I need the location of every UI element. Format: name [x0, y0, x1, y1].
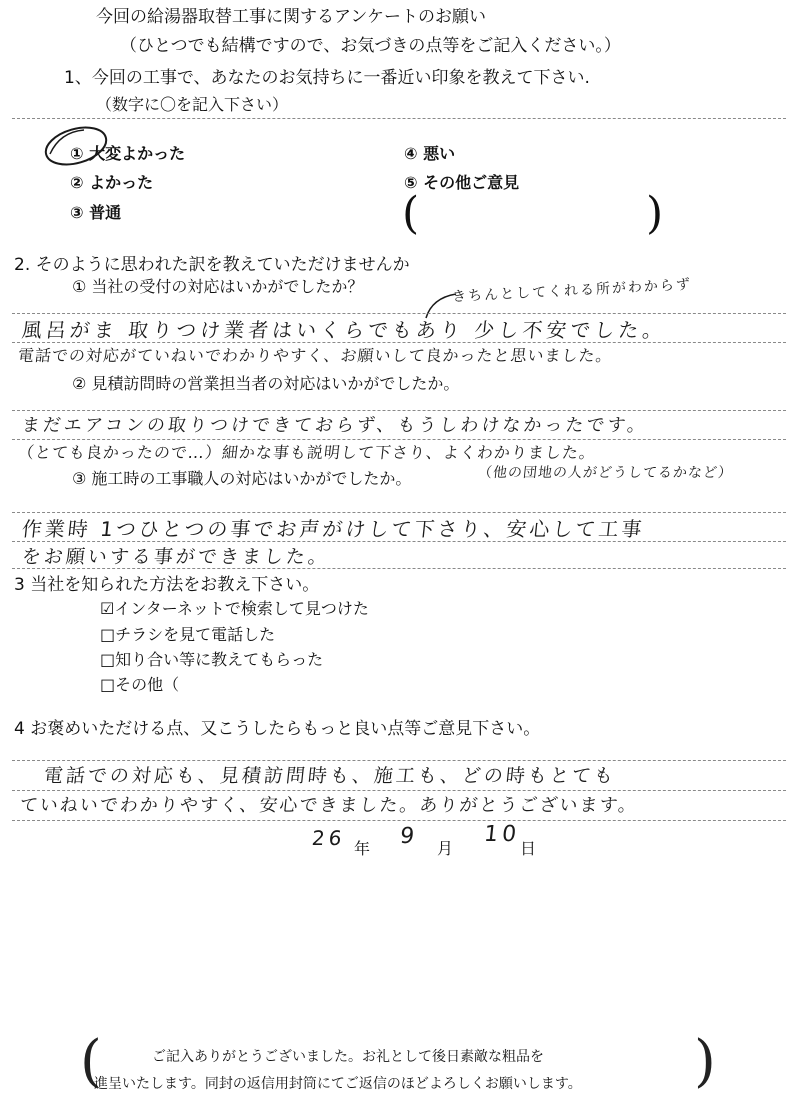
- q1-option-2[interactable]: ② よかった: [70, 173, 154, 192]
- footer-open-bracket: (: [80, 1029, 102, 1094]
- date-month-label: 月: [437, 839, 454, 858]
- q2-sub2-answer-line1: まだエアコンの取りつけできておらず、もうしわけなかったです。: [20, 415, 650, 436]
- footer-close-bracket: ): [694, 1029, 716, 1094]
- q2-sub3-answer-line1: 作業時 1つひとつの事でお声がけして下さり、安心して工事: [20, 517, 646, 541]
- q1-question: 1、今回の工事で、あなたのお気持ちに一番近い印象を教えて下さい.: [64, 68, 590, 88]
- survey-subtitle: （ひとつでも結構ですので、お気づきの点等をご記入ください。）: [120, 36, 621, 56]
- q4-heading: 4 お褒めいただける点、又こうしたらもっと良い点等ご意見下さい。: [14, 719, 541, 739]
- q1-option-3[interactable]: ③ 普通: [70, 203, 122, 222]
- answer-line: [12, 568, 786, 569]
- footer-line2: 進呈いたします。同封の返信用封筒にてご返信のほどよろしくお願いします。: [94, 1076, 582, 1092]
- q2-heading: 2. そのように思われた訳を教えていただけませんか: [14, 255, 410, 275]
- q1-option-4[interactable]: ④ 悪い: [404, 144, 456, 163]
- q1-note: （数字に〇を記入下さい）: [96, 95, 289, 114]
- q3-option-referral[interactable]: □知り合い等に教えてもらった: [100, 650, 324, 669]
- date-year-label: 年: [354, 839, 371, 858]
- q4-answer-line1: 電話での対応も、見積訪問時も、施工も、どの時もとても: [42, 765, 618, 787]
- other-opinion-open-paren: (: [402, 188, 420, 239]
- q3-option-other[interactable]: □その他（: [100, 675, 180, 694]
- q2-sub2-answer-line2: （とても良かったので…）細かな事も説明して下さり、よくわかりました。: [16, 443, 597, 462]
- q2-sub1-answer-line1: 風呂がま 取りつけ業者はいくらでもあり 少し不安でした。: [20, 318, 668, 342]
- q2-sub1-annotation: きちんとしてくれる所がわからず: [451, 276, 693, 306]
- divider: [12, 118, 786, 119]
- q2-sub1-answer-line2: 電話での対応がていねいでわかりやすく、お願いして良かったと思いました。: [16, 346, 614, 365]
- footer-line1: ご記入ありがとうございました。お礼として後日素敵な粗品を: [152, 1049, 544, 1065]
- q3-option-internet[interactable]: ☑インターネットで検索して見つけた: [100, 599, 369, 618]
- date-day: 10: [482, 822, 522, 847]
- date-year: 26: [310, 826, 347, 850]
- q2-sub3-question: ③ 施工時の工事職人の対応はいかがでしたか。: [72, 469, 412, 488]
- q3-heading: 3 当社を知られた方法をお教え下さい。: [14, 575, 320, 595]
- q2-sub2-question: ② 見積訪問時の営業担当者の対応はいかがでしたか。: [72, 374, 460, 393]
- selection-circle-mark: [40, 122, 116, 168]
- date-day-label: 日: [520, 839, 537, 858]
- q2-sub3-annotation: （他の団地の人がどうしてるかなど）: [477, 465, 734, 481]
- q1-option-1[interactable]: ① 大変よかった: [70, 144, 186, 163]
- q1-option-5[interactable]: ⑤ その他ご意見: [404, 173, 520, 192]
- q3-option-flyer[interactable]: □チラシを見て電話した: [100, 625, 276, 644]
- q4-answer-line2: ていねいでわかりやすく、安心できました。ありがとうございます。: [18, 795, 640, 816]
- other-opinion-close-paren: ): [646, 188, 664, 239]
- q2-sub1-question: ① 当社の受付の対応はいかがでしたか？: [72, 277, 364, 296]
- date-month: 9: [398, 824, 420, 849]
- survey-title: 今回の給湯器取替工事に関するアンケートのお願い: [96, 7, 486, 27]
- q2-sub3-answer-line2: をお願いする事ができました。: [20, 546, 332, 568]
- answer-line: [12, 820, 786, 821]
